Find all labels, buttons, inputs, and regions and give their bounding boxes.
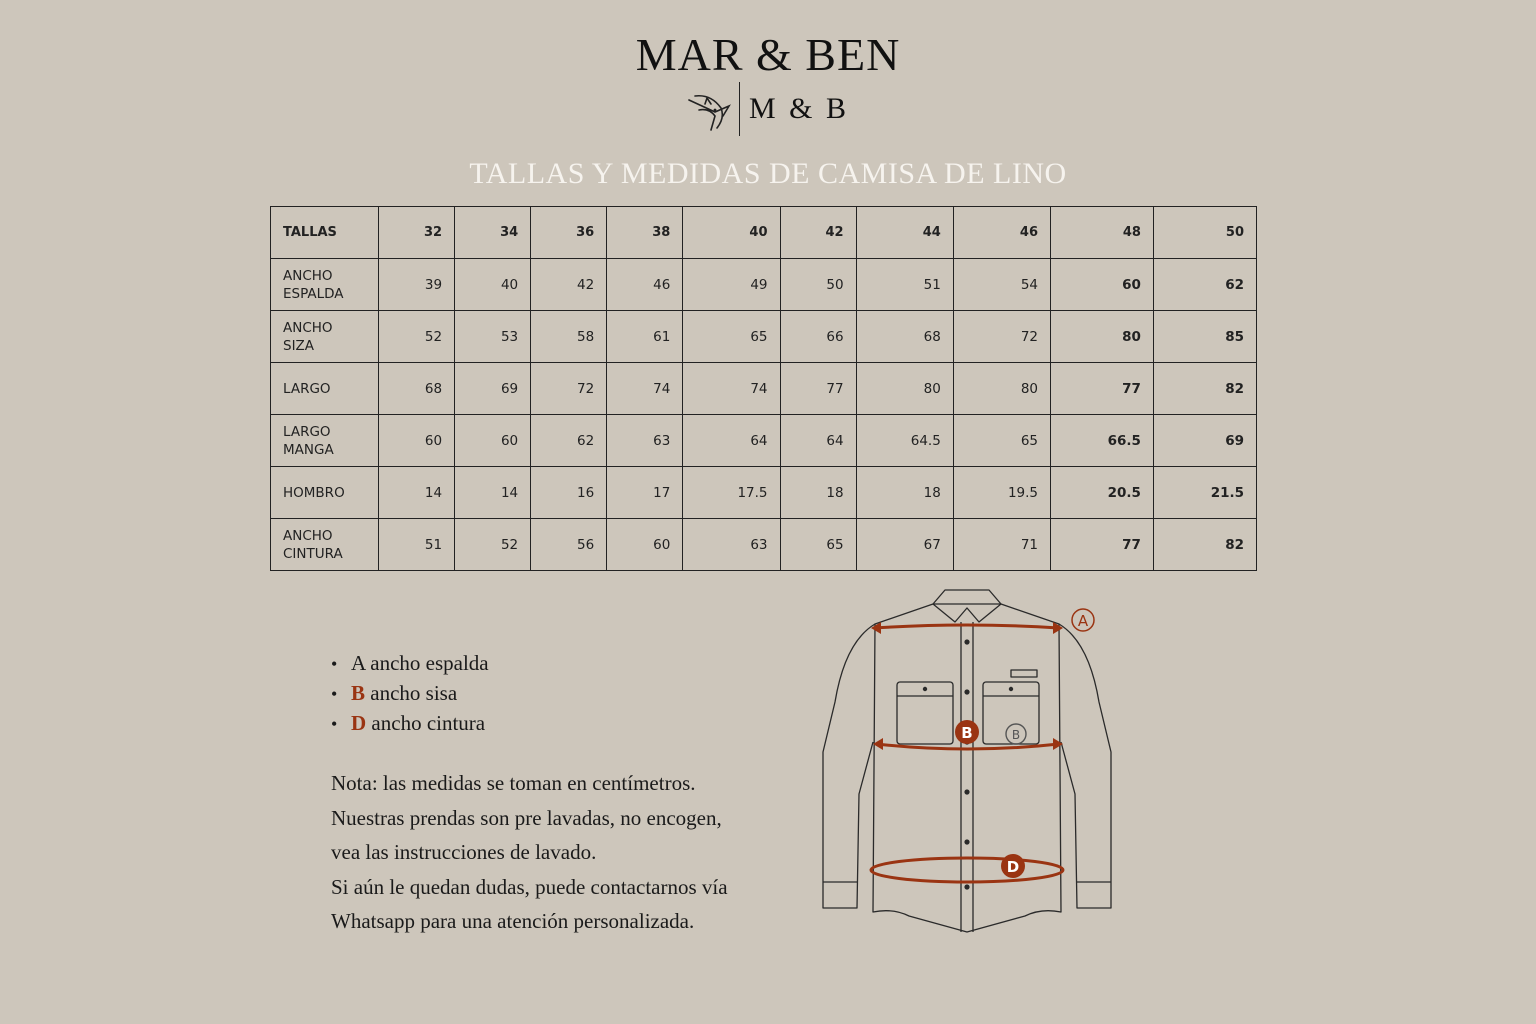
table-row [271, 363, 1257, 415]
table-cell: 65 [780, 519, 856, 571]
table-row [271, 519, 1257, 571]
size-header-cell: 44 [856, 207, 953, 259]
table-cell: 68 [379, 363, 455, 415]
table-cell: 62 [1153, 259, 1256, 311]
header-label-cell: TALLAS [271, 207, 379, 259]
table-cell: 64 [683, 415, 780, 467]
size-table [270, 206, 1257, 571]
note-line: vea las instrucciones de lavado. [331, 840, 597, 864]
size-header-cell: 48 [1051, 207, 1154, 259]
shirt-left-sleeve [823, 624, 875, 908]
table-cell: 18 [780, 467, 856, 519]
table-cell: 66 [780, 311, 856, 363]
table-cell: 71 [953, 519, 1050, 571]
measure-line-d [871, 858, 1063, 882]
table-cell: 82 [1153, 363, 1256, 415]
marlin-logo-icon [685, 86, 733, 134]
marker-b [955, 720, 979, 744]
note-line: Whatsapp para una atención personalizada. [331, 909, 695, 933]
table-cell: 77 [1051, 363, 1154, 415]
note-line: Nuestras prendas son pre lavadas, no encogen, [331, 805, 722, 830]
marker-b-label: B [961, 724, 973, 742]
table-row [271, 467, 1257, 519]
table-cell: 74 [683, 363, 780, 415]
legend-item-d [331, 708, 489, 738]
table-cell: 14 [379, 467, 455, 519]
table-cell: 51 [856, 259, 953, 311]
row-label-cell: HOMBRO [271, 467, 379, 519]
table-cell: 65 [953, 415, 1050, 467]
table-cell: 66.5 [1051, 415, 1154, 467]
legend-letter: B [351, 681, 366, 705]
table-cell: 58 [531, 311, 607, 363]
measure-line-b [877, 744, 1059, 749]
shirt-right-sleeve [1059, 624, 1111, 908]
legend-text: ancho espalda [370, 651, 489, 675]
shirt-diagram [815, 582, 1115, 942]
table-row [271, 415, 1257, 467]
table-cell: 65 [683, 311, 780, 363]
table-cell: 69 [455, 363, 531, 415]
table-cell: 61 [607, 311, 683, 363]
table-cell: 52 [379, 311, 455, 363]
table-cell: 72 [953, 311, 1050, 363]
table-cell: 80 [856, 363, 953, 415]
legend-letter: A [351, 651, 366, 675]
size-header-cell: 46 [953, 207, 1050, 259]
table-cell: 39 [379, 259, 455, 311]
table-cell: 80 [1051, 311, 1154, 363]
table-cell: 52 [455, 519, 531, 571]
marker-d [1001, 854, 1025, 878]
table-cell: 60 [379, 415, 455, 467]
row-label-cell: ANCHO SIZA [271, 311, 379, 363]
table-cell: 63 [683, 519, 780, 571]
legend-text: ancho cintura [371, 711, 486, 735]
note-line: Si aún le quedan dudas, puede contactarnos vía [331, 874, 728, 899]
table-cell: 64 [780, 415, 856, 467]
table-cell: 67 [856, 519, 953, 571]
bullet-icon: • [331, 714, 338, 734]
table-cell: 19.5 [953, 467, 1050, 519]
table-cell: 60 [455, 415, 531, 467]
table-cell: 63 [607, 415, 683, 467]
size-header-cell: 36 [531, 207, 607, 259]
brand-name: MAR & BEN [635, 29, 901, 80]
table-cell: 20.5 [1051, 467, 1154, 519]
row-label-cell: LARGO MANGA [271, 415, 379, 467]
measurement-legend [331, 648, 489, 738]
legend-item-b [331, 678, 489, 708]
marker-b-secondary-label: B [1011, 728, 1021, 742]
legend-text: ancho sisa [370, 681, 458, 705]
bullet-icon: • [331, 684, 338, 704]
table-cell: 49 [683, 259, 780, 311]
marker-a [1072, 609, 1094, 631]
size-header-cell: 42 [780, 207, 856, 259]
logo-divider [739, 82, 740, 136]
table-cell: 85 [1153, 311, 1256, 363]
row-label-cell: ANCHO ESPALDA [271, 259, 379, 311]
shirt-collar [933, 590, 1001, 622]
table-cell: 60 [607, 519, 683, 571]
table-cell: 68 [856, 311, 953, 363]
size-header-cell: 32 [379, 207, 455, 259]
size-header-cell: 34 [455, 207, 531, 259]
legend-letter: D [351, 711, 367, 735]
table-cell: 64.5 [856, 415, 953, 467]
marker-d-label: D [1006, 858, 1020, 876]
table-cell: 17 [607, 467, 683, 519]
bullet-icon: • [331, 654, 338, 674]
size-header-cell: 38 [607, 207, 683, 259]
table-cell: 16 [531, 467, 607, 519]
size-header-cell: 40 [683, 207, 780, 259]
table-cell: 77 [1051, 519, 1154, 571]
row-label-cell: ANCHO CINTURA [271, 519, 379, 571]
table-cell: 46 [607, 259, 683, 311]
table-cell: 42 [531, 259, 607, 311]
table-cell: 53 [455, 311, 531, 363]
monogram-text: M & B [749, 92, 850, 125]
table-cell: 62 [531, 415, 607, 467]
size-header-cell: 50 [1153, 207, 1256, 259]
table-cell: 72 [531, 363, 607, 415]
marker-b-secondary [1006, 724, 1026, 744]
table-cell: 69 [1153, 415, 1256, 467]
table-cell: 74 [607, 363, 683, 415]
table-cell: 60 [1051, 259, 1154, 311]
table-cell: 80 [953, 363, 1050, 415]
page-title: TALLAS Y MEDIDAS DE CAMISA DE LINO [469, 157, 1067, 190]
row-label-cell: LARGO [271, 363, 379, 415]
table-cell: 51 [379, 519, 455, 571]
monogram-logo [685, 82, 855, 138]
table-cell: 82 [1153, 519, 1256, 571]
measure-line-a [875, 625, 1059, 628]
measurement-note [331, 766, 801, 939]
note-line: Nota: las medidas se toman en centímetros. [331, 771, 696, 795]
table-cell: 56 [531, 519, 607, 571]
table-cell: 18 [856, 467, 953, 519]
legend-item-a [331, 648, 489, 678]
table-row [271, 311, 1257, 363]
table-row [271, 259, 1257, 311]
table-header-row [271, 207, 1257, 259]
marker-a-label: A [1077, 612, 1089, 630]
table-cell: 17.5 [683, 467, 780, 519]
table-cell: 54 [953, 259, 1050, 311]
table-cell: 21.5 [1153, 467, 1256, 519]
chest-label [1011, 670, 1037, 677]
table-cell: 14 [455, 467, 531, 519]
left-pocket [897, 682, 953, 744]
table-cell: 77 [780, 363, 856, 415]
table-cell: 40 [455, 259, 531, 311]
table-cell: 50 [780, 259, 856, 311]
